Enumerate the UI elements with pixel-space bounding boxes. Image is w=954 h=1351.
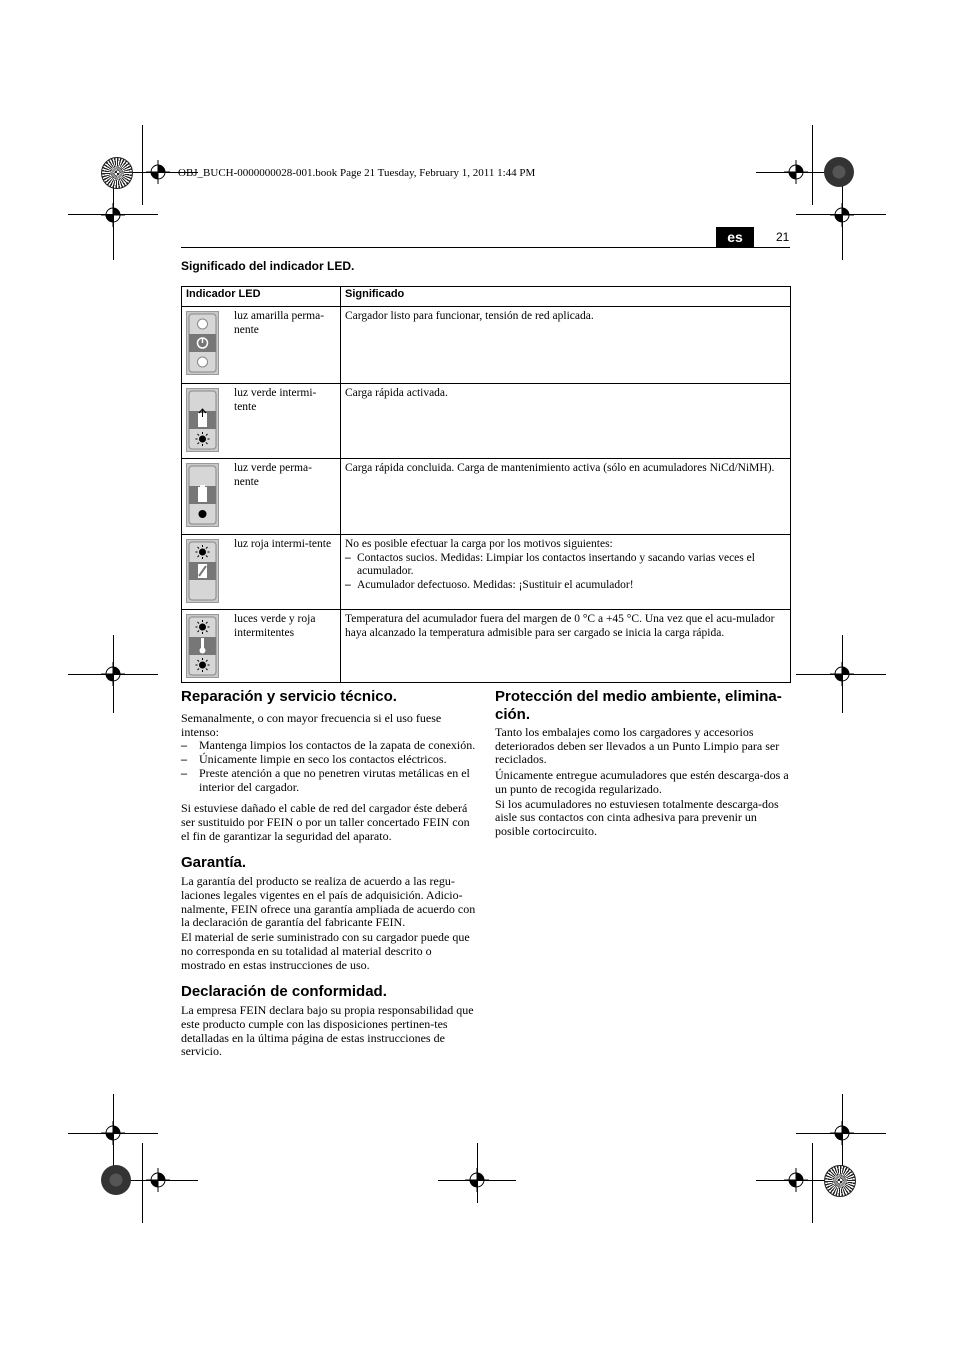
indicator-cell xyxy=(182,307,341,384)
crosshair-icon xyxy=(830,662,854,686)
registration-mark-icon xyxy=(101,157,133,189)
environment-paragraph: Si los acumuladores no estuviesen totalmente descarga-dos aisle sus contactos con cinta adhesiva para prevenir un posible cortocircuito. xyxy=(495,796,779,838)
meaning-cell: Carga rápida activada. xyxy=(341,384,791,459)
repair-intro: Semanalmente, o con mayor frecuencia si el uso fuese intenso: xyxy=(181,711,442,739)
language-badge: es xyxy=(716,227,754,247)
header-rule xyxy=(181,247,790,248)
list-item: – Contactos sucios. Medidas: Limpiar los contactos insertando y sacando varias veces el acumulador. xyxy=(345,552,786,579)
meaning-cell: Cargador listo para funcionar, tensión de red aplicada. xyxy=(341,307,791,384)
meaning-cell xyxy=(341,535,791,610)
battery-error-icon xyxy=(186,539,219,603)
conformity-paragraph: La empresa FEIN declara bajo su propia responsabilidad que este producto cumple con las disposiciones pertinen-tes detalladas en la última página de estas instrucciones de servicio. xyxy=(181,1003,474,1059)
warranty-paragraph: La garantía del producto se realiza de acuerdo a las regu-laciones legales vigentes en el país de adquisición. Adicio-nalmente, FEIN ofrece una garantía ampliada de acuerdo con la declaración de garantía del fabricante FEIN. xyxy=(181,874,476,930)
table-row xyxy=(182,307,791,384)
crosshair-icon xyxy=(784,160,808,184)
registration-mark-icon xyxy=(101,1165,131,1195)
table-row xyxy=(182,610,791,683)
crosshair-icon xyxy=(146,160,170,184)
indicator-cell xyxy=(182,459,341,535)
registration-mark-icon xyxy=(824,1165,856,1197)
list-item: – Mantenga limpios los contactos de la zapata de conexión. xyxy=(181,739,479,753)
meaning-cell: Temperatura del acumulador fuera del margen de 0 °C a +45 °C. Una vez que el acu-mulador haya alcanzado la temperatura admisible para ser cargado se inicia la carga rápida. xyxy=(341,610,791,683)
right-column xyxy=(495,688,791,839)
table-row xyxy=(182,384,791,459)
indicator-cell xyxy=(182,610,341,683)
battery-full-icon xyxy=(186,463,219,527)
indicator-label: luces verde y roja intermitentes xyxy=(234,613,316,639)
warranty-title: Garantía. xyxy=(181,854,247,872)
left-column xyxy=(181,688,479,1059)
list-item: – Únicamente limpie en seco los contactos eléctricos. xyxy=(181,753,479,767)
environment-paragraph: Tanto los embalajes como los cargadores y accesorios deteriorados deben ser llevados a un Punto Limpio para ser reciclados. xyxy=(495,725,780,767)
indicator-cell xyxy=(182,384,341,459)
repair-title: Reparación y servicio técnico. xyxy=(181,688,397,705)
table-row xyxy=(182,459,791,535)
meaning-intro: No es posible efectuar la carga por los motivos siguientes: xyxy=(345,538,613,550)
led-table xyxy=(181,286,791,683)
thermometer-icon xyxy=(186,614,219,678)
column-header: Indicador LED xyxy=(182,287,341,307)
file-info: OBJ_BUCH-0000000028-001.book Page 21 Tuesday, February 1, 2011 1:44 PM xyxy=(178,167,536,179)
list-item: – Preste atención a que no penetren virutas metálicas en el interior del cargador. xyxy=(181,767,479,794)
indicator-label: luz roja intermi-tente xyxy=(234,538,332,550)
crosshair-icon xyxy=(830,1121,854,1145)
repair-paragraph: Si estuviese dañado el cable de red del cargador éste deberá ser sustituido por FEIN o por un taller concertado FEIN con el fin de garantizar la seguridad del aparato. xyxy=(181,801,470,843)
column-header: Significado xyxy=(341,287,791,307)
environment-paragraph: Únicamente entregue acumuladores que estén descarga-dos a un punto de recogida regularizado. xyxy=(495,768,789,796)
table-row xyxy=(182,535,791,610)
battery-charging-icon xyxy=(186,388,219,452)
crosshair-icon xyxy=(465,1168,489,1192)
crosshair-icon xyxy=(146,1168,170,1192)
indicator-cell xyxy=(182,535,341,610)
crosshair-icon xyxy=(101,203,125,227)
table-header-row xyxy=(182,287,791,307)
registration-mark-icon xyxy=(824,157,854,187)
crosshair-icon xyxy=(830,203,854,227)
page-number: 21 xyxy=(776,230,790,244)
indicator-label: luz verde intermi-tente xyxy=(234,387,317,413)
indicator-label: luz verde perma-nente xyxy=(234,462,312,488)
crosshair-icon xyxy=(101,662,125,686)
conformity-title: Declaración de conformidad. xyxy=(181,983,387,1001)
environment-title: Protección del medio ambiente, elimina-ción. xyxy=(495,688,782,723)
indicator-label: luz amarilla perma-nente xyxy=(234,310,325,336)
list-item: – Acumulador defectuoso. Medidas: ¡Sustituir el acumulador! xyxy=(345,579,786,593)
section-title: Significado del indicador LED. xyxy=(181,259,355,273)
crosshair-icon xyxy=(784,1168,808,1192)
power-icon xyxy=(186,311,219,375)
meaning-cell: Carga rápida concluida. Carga de mantenimiento activa (sólo en acumuladores NiCd/NiMH). xyxy=(341,459,791,535)
crosshair-icon xyxy=(101,1121,125,1145)
warranty-paragraph: El material de serie suministrado con su cargador puede que no corresponda en su totalidad al material descrito o mostrado en estas instrucciones de uso. xyxy=(181,930,470,972)
